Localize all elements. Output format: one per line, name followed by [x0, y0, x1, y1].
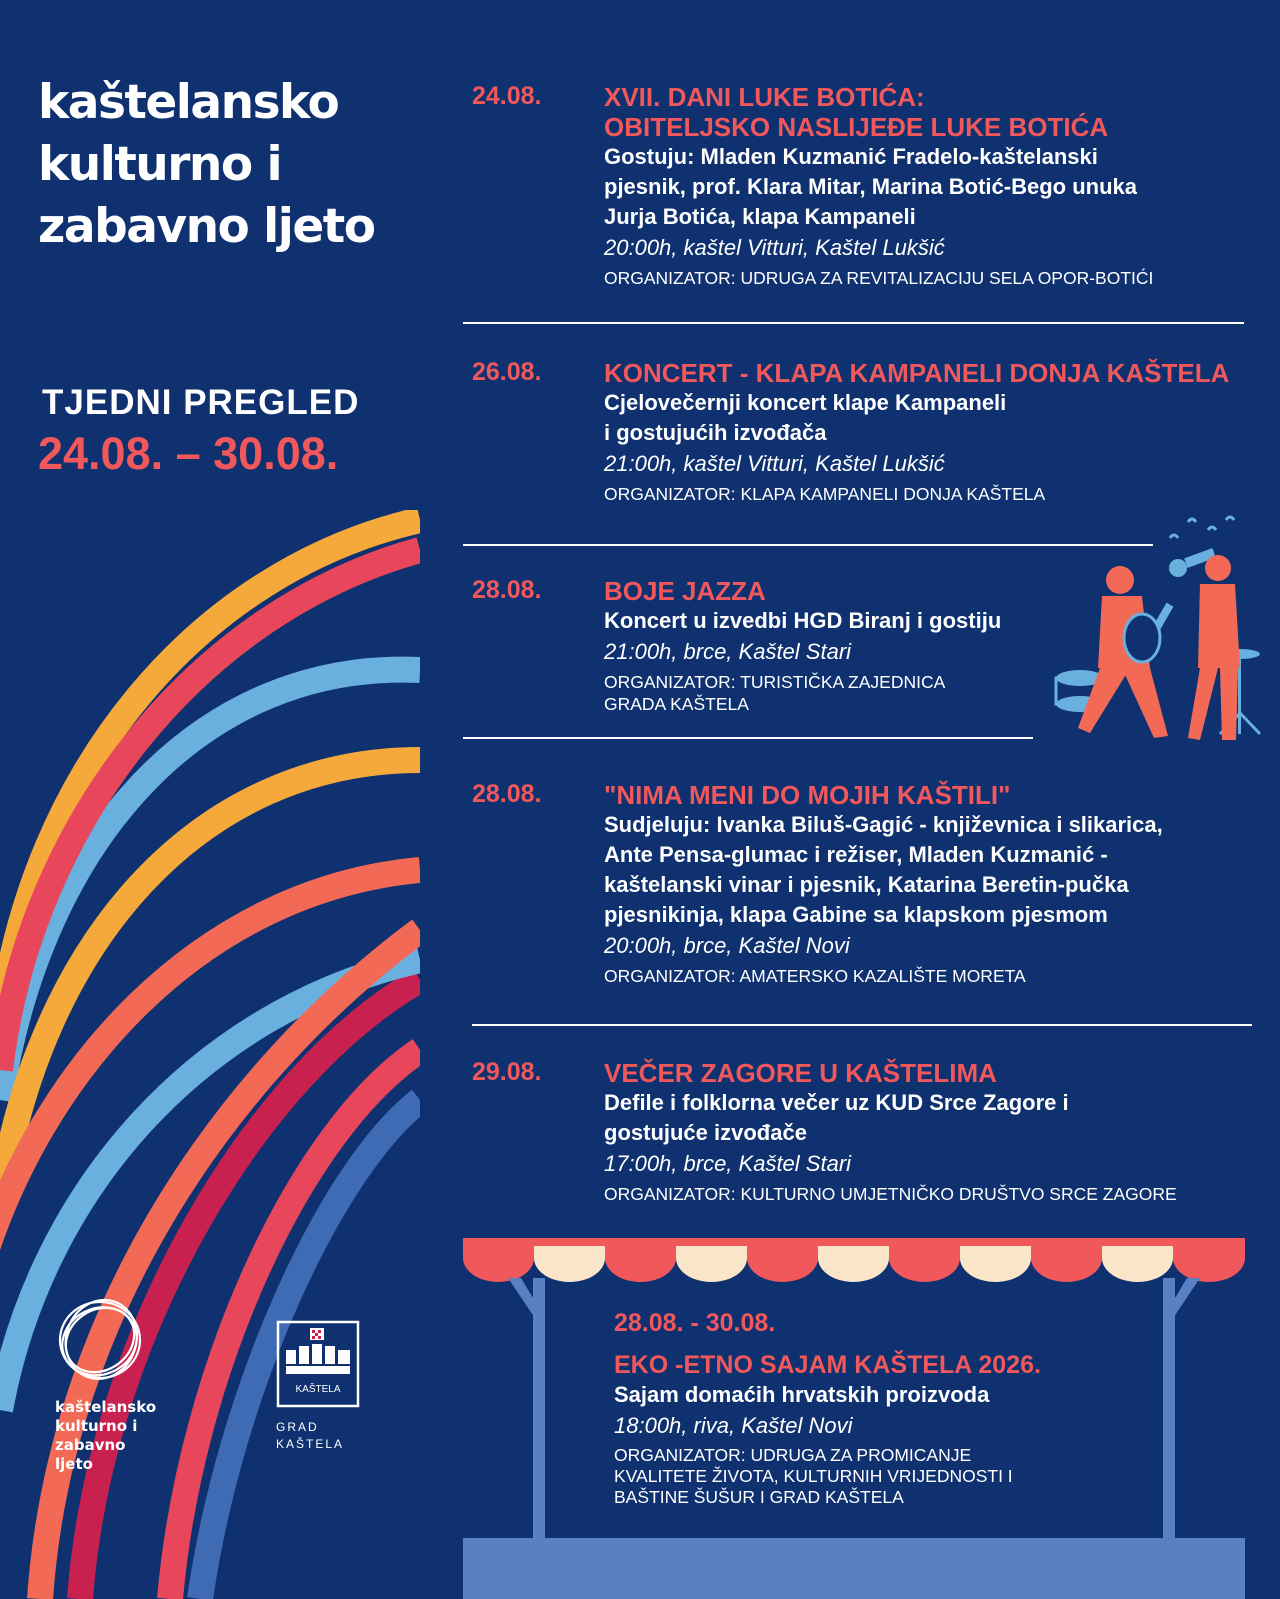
- event-desc-line: Sudjeluju: Ivanka Biluš-Gagić - književnica i slikarica,: [604, 812, 1163, 837]
- event-time-location: 21:00h, kaštel Vitturi, Kaštel Lukšić: [604, 451, 945, 476]
- festival-logo-line: ljeto: [55, 1455, 93, 1473]
- event-title-line: XVII. DANI LUKE BOTIĆA:: [604, 82, 925, 112]
- event-organizer: [604, 267, 1234, 289]
- event-title: [604, 1058, 1234, 1088]
- fair-time-location: 18:00h, riva, Kaštel Novi: [614, 1413, 853, 1438]
- fair-date: 28.08. - 30.08.: [614, 1309, 776, 1337]
- fair-org-line: KVALITETE ŽIVOTA, KULTURNIH VRIJEDNOSTI I: [614, 1466, 1013, 1486]
- event-title-line: OBITELJSKO NASLIJEĐE LUKE BOTIĆA: [604, 112, 1109, 142]
- event-title-line: VEČER ZAGORE U KAŠTELIMA: [604, 1058, 997, 1088]
- fair-title: EKO -ETNO SAJAM KAŠTELA 2026.: [614, 1351, 1041, 1379]
- event-date: 29.08.: [472, 1058, 542, 1086]
- festival-logo-line: kaštelansko: [55, 1398, 157, 1416]
- event-title: [604, 576, 1074, 606]
- event-desc-line: i gostujućih izvođača: [604, 420, 827, 445]
- festival-logo-line: kulturno i: [55, 1417, 138, 1435]
- event-description: [604, 388, 1234, 448]
- fair-org-line: ORGANIZATOR: UDRUGA ZA PROMICANJE: [614, 1445, 972, 1465]
- event-date: 28.08.: [472, 780, 542, 808]
- event-org-line: ORGANIZATOR: TURISTIČKA ZAJEDNICA: [604, 672, 946, 692]
- event-item: [472, 82, 1232, 302]
- divider: [472, 1024, 1252, 1026]
- event-time-location: 20:00h, kaštel Vitturi, Kaštel Lukšić: [604, 235, 945, 260]
- event-desc-line: pjesnikinja, klapa Gabine sa klapskom pjesmom: [604, 902, 1108, 927]
- event-desc-line: Koncert u izvedbi HGD Biranj i gostiju: [604, 608, 1002, 633]
- event-desc-line: Defile i folklorna večer uz KUD Srce Zagore i: [604, 1090, 1069, 1115]
- event-time-location: 17:00h, brce, Kaštel Stari: [604, 1151, 852, 1176]
- event-org-line: ORGANIZATOR: KLAPA KAMPANELI DONJA KAŠTELA: [604, 484, 1046, 504]
- fair-description: Sajam domaćih hrvatskih proizvoda: [614, 1382, 990, 1407]
- event-description: [604, 606, 1074, 636]
- event-organizer: [604, 965, 1234, 987]
- festival-circle-logo: [55, 1295, 145, 1385]
- event-org-line: ORGANIZATOR: UDRUGA ZA REVITALIZACIJU SELA OPOR-BOTIĆI: [604, 268, 1154, 288]
- event-time-location: 21:00h, brce, Kaštel Stari: [604, 639, 852, 664]
- divider: [463, 737, 1033, 739]
- event-title-line: "NIMA MENI DO MOJIH KAŠTILI": [604, 780, 1011, 810]
- festival-logo: [55, 1295, 185, 1474]
- event-description: [604, 1088, 1234, 1148]
- city-logo: [276, 1320, 366, 1453]
- event-org-line: GRADA KAŠTELA: [604, 694, 749, 714]
- page-title: kaštelansko kulturno i zabavno ljeto: [38, 75, 375, 254]
- city-coat-of-arms: [276, 1320, 362, 1408]
- divider: [463, 322, 1244, 324]
- event-date: 26.08.: [472, 358, 542, 386]
- event-title-line: BOJE JAZZA: [604, 576, 766, 606]
- city-logo-line: KAŠTELA: [276, 1437, 345, 1451]
- event-org-line: ORGANIZATOR: KULTURNO UMJETNIČKO DRUŠTVO SRCE ZAGORE: [604, 1184, 1177, 1204]
- event-time-location: 20:00h, brce, Kaštel Novi: [604, 933, 850, 958]
- event-description: [604, 142, 1234, 232]
- event-date: 24.08.: [472, 82, 542, 110]
- event-date: 28.08.: [472, 576, 542, 604]
- fair-event: [614, 1308, 1214, 1508]
- event-desc-line: kaštelanski vinar i pjesnik, Katarina Beretin-pučka: [604, 872, 1129, 897]
- event-desc-line: Cjelovečernji koncert klape Kampaneli: [604, 390, 1007, 415]
- city-logo-line: GRAD: [276, 1420, 319, 1434]
- fair-organizer: [614, 1445, 1214, 1508]
- fair-org-line: BAŠTINE ŠUŠUR I GRAD KAŠTELA: [614, 1487, 904, 1507]
- jazz-musicians-illustration: [1050, 508, 1265, 753]
- event-title: [604, 780, 1234, 810]
- event-description: [604, 810, 1234, 930]
- event-desc-line: pjesnik, prof. Klara Mitar, Marina Botić-Bego unuka: [604, 174, 1137, 199]
- event-org-line: ORGANIZATOR: AMATERSKO KAZALIŠTE MORETA: [604, 966, 1026, 986]
- event-title: [604, 358, 1234, 388]
- festival-logo-line: zabavno: [55, 1436, 126, 1454]
- event-desc-line: Jurja Botića, klapa Kampaneli: [604, 204, 916, 229]
- event-desc-line: gostujuće izvođače: [604, 1120, 807, 1145]
- date-range: 24.08. – 30.08.: [38, 428, 339, 479]
- event-title: [604, 82, 1234, 142]
- event-desc-line: Gostuju: Mladen Kuzmanić Fradelo-kaštelanski: [604, 144, 1098, 169]
- event-title-line: KONCERT - KLAPA KAMPANELI DONJA KAŠTELA: [604, 358, 1230, 388]
- event-organizer: [604, 483, 1234, 505]
- event-desc-line: Ante Pensa-glumac i režiser, Mladen Kuzmanić -: [604, 842, 1108, 867]
- emblem-text: KAŠTELA: [295, 1384, 341, 1395]
- page-subtitle: TJEDNI PREGLED: [42, 383, 360, 422]
- event-organizer: [604, 671, 1074, 715]
- event-organizer: [604, 1183, 1234, 1205]
